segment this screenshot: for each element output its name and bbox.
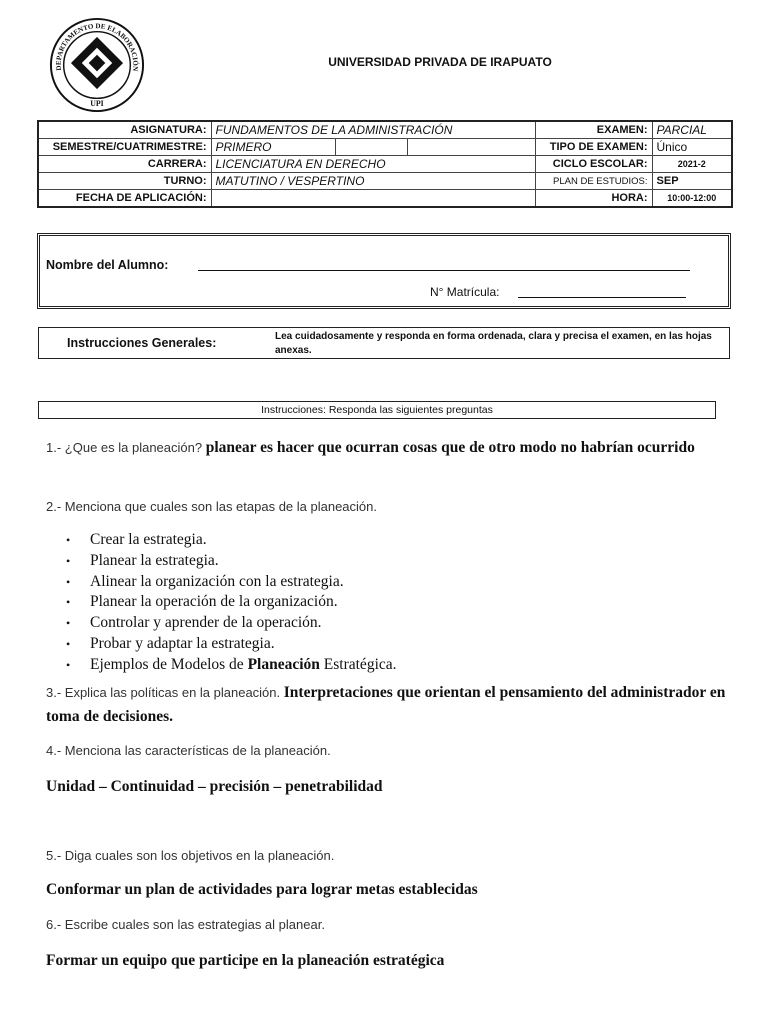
tipo-label: TIPO DE EXAMEN: bbox=[535, 139, 652, 156]
row-semestre bbox=[38, 139, 732, 156]
stage-text: Ejemplos de Modelos de bbox=[90, 655, 248, 673]
student-name-line[interactable] bbox=[198, 270, 690, 271]
ciclo-value: 2021-2 bbox=[652, 156, 732, 173]
examen-value: PARCIAL bbox=[652, 121, 732, 139]
fecha-label: FECHA DE APLICACIÓN: bbox=[38, 190, 211, 208]
list-item: • Controlar y aprender de la operación. bbox=[90, 613, 397, 634]
empty-cell bbox=[407, 139, 535, 156]
ciclo-label: CICLO ESCOLAR: bbox=[535, 156, 652, 173]
student-info-box bbox=[37, 233, 731, 309]
carrera-value: LICENCIATURA EN DERECHO bbox=[211, 156, 535, 173]
list-item: • Probar y adaptar la estrategia. bbox=[90, 634, 397, 655]
plan-value: SEP bbox=[652, 173, 732, 190]
row-carrera bbox=[38, 156, 732, 173]
question-1 bbox=[46, 436, 726, 460]
question-5: 5.- Diga cuales son los objetivos en la planeación. bbox=[46, 848, 335, 863]
answer-5: Conformar un plan de actividades para lograr metas establecidas bbox=[46, 881, 478, 898]
answer-4: Unidad – Continuidad – precisión – penetrabilidad bbox=[46, 778, 383, 795]
hora-label: HORA: bbox=[535, 190, 652, 208]
question-4: 4.- Menciona las características de la planeación. bbox=[46, 743, 331, 758]
semestre-value: PRIMERO bbox=[211, 139, 335, 156]
list-item: • Alinear la organización con la estrategia. bbox=[90, 572, 397, 593]
row-asignatura bbox=[38, 121, 732, 139]
list-item bbox=[90, 655, 397, 676]
answer-6: Formar un equipo que participe en la planeación estratégica bbox=[46, 952, 445, 969]
question-3 bbox=[46, 681, 726, 729]
row-turno bbox=[38, 173, 732, 190]
empty-cell bbox=[335, 139, 407, 156]
matricula-label: N° Matrícula: bbox=[430, 285, 500, 299]
planning-stages-list bbox=[46, 530, 397, 676]
fecha-value bbox=[211, 190, 535, 208]
list-item: • Planear la operación de la organización. bbox=[90, 592, 397, 613]
question-6: 6.- Escribe cuales son las estrategias al planear. bbox=[46, 917, 325, 932]
instructions-banner: Instrucciones: Responda las siguientes preguntas bbox=[38, 401, 716, 419]
plan-label: PLAN DE ESTUDIOS: bbox=[535, 173, 652, 190]
question-2: 2.- Menciona que cuales son las etapas de la planeación. bbox=[46, 499, 377, 514]
stage-bold-text: Planeación bbox=[247, 655, 320, 673]
carrera-label: CARRERA: bbox=[38, 156, 211, 173]
asignatura-label: ASIGNATURA: bbox=[38, 121, 211, 139]
list-item: • Crear la estrategia. bbox=[90, 530, 397, 551]
logo-ring-text: DEPARTAMENTO DE ELABORACIÓN bbox=[54, 22, 140, 72]
examen-label: EXAMEN: bbox=[535, 121, 652, 139]
question-text: 3.- Explica las políticas en la planeación. bbox=[46, 685, 284, 700]
stage-text: Estratégica. bbox=[319, 655, 397, 673]
exam-info-table bbox=[37, 120, 733, 208]
answer-text: planear es hacer que ocurran cosas que de otro modo no habrían ocurrido bbox=[205, 439, 695, 456]
university-title: UNIVERSIDAD PRIVADA DE IRAPUATO bbox=[328, 55, 552, 69]
asignatura-value: FUNDAMENTOS DE LA ADMINISTRACIÓN bbox=[211, 121, 535, 139]
answer-text: Interpretaciones que orientan el pensamiento del administrador en toma de decisiones. bbox=[46, 684, 726, 725]
logo-bottom-text: UPI bbox=[90, 99, 104, 109]
department-seal-logo bbox=[48, 16, 146, 114]
list-item: • Planear la estrategia. bbox=[90, 551, 397, 572]
turno-value: MATUTINO / VESPERTINO bbox=[211, 173, 535, 190]
row-fecha bbox=[38, 190, 732, 208]
question-text: 1.- ¿Que es la planeación? bbox=[46, 440, 206, 455]
hora-value: 10:00-12:00 bbox=[652, 190, 732, 208]
matricula-line[interactable] bbox=[518, 297, 686, 298]
turno-label: TURNO: bbox=[38, 173, 211, 190]
tipo-value: Único bbox=[652, 139, 732, 156]
general-instructions-text: Lea cuidadosamente y responda en forma ordenada, clara y precisa el examen, en las hojas anexas. bbox=[275, 331, 712, 356]
general-instructions-box bbox=[38, 327, 730, 359]
student-name-label: Nombre del Alumno: bbox=[46, 258, 169, 272]
semestre-label: SEMESTRE/CUATRIMESTRE: bbox=[38, 139, 211, 156]
general-instructions-label: Instrucciones Generales: bbox=[67, 336, 217, 350]
